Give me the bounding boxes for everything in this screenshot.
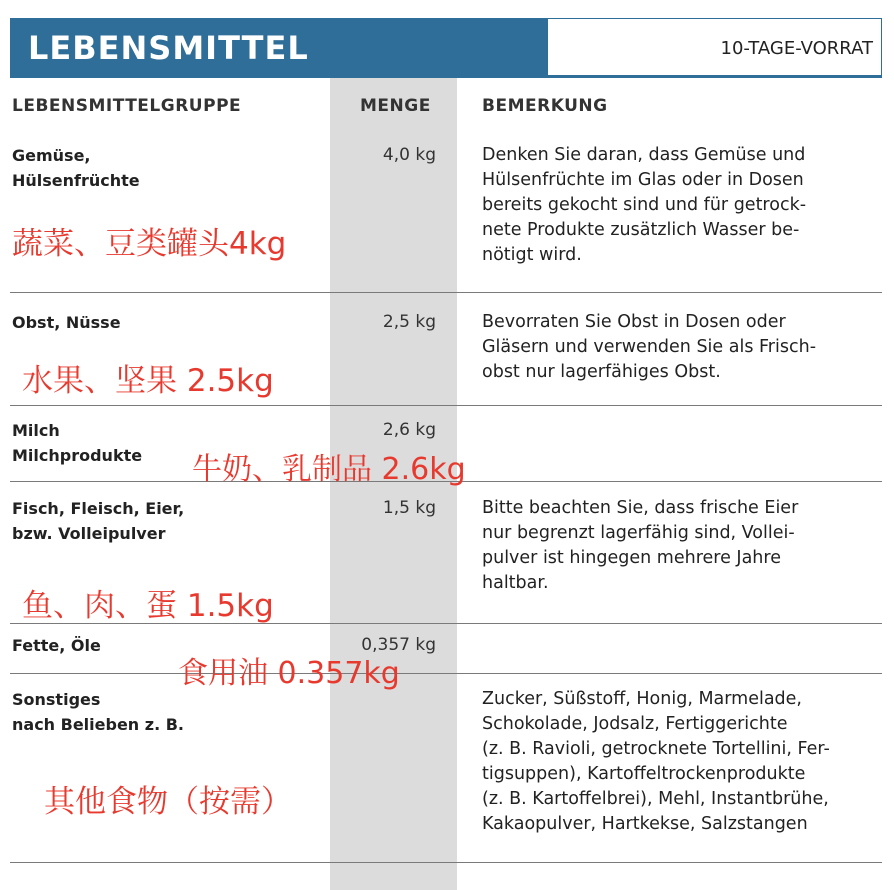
row-note-other: Zucker, Süßstoff, Honig, Marmelade, Schokolade, Jodsalz, Fertiggerichte (z. B. Ravioli, getrocknete Tortellini, Fer- tigsuppen), Kartoffeltrockenprodukte (z. B. Kartoffelbrei), Mehl, Instantbrühe, Kakaopulver, Hartkekse, Salzstangen: [482, 689, 830, 834]
row-note-fruit: Bevorraten Sie Obst in Dosen oder Gläsern und verwenden Sie als Frisch- obst nur lagerfähiges Obst.: [482, 312, 817, 382]
page-title: LEBENSMITTEL: [28, 29, 309, 67]
row-group-fruit: Obst, Nüsse: [12, 313, 121, 332]
row-qty-vegetables: 4,0 kg: [382, 145, 436, 165]
annotation-fruit: 水果、坚果 2.5kg: [22, 363, 274, 399]
row-group-protein: Fisch, Fleisch, Eier, bzw. Volleipulver: [12, 499, 185, 543]
annotation-vegetables: 蔬菜、豆类罐头4kg: [12, 226, 287, 262]
annotation-oils: 食用油 0.357kg: [178, 656, 400, 691]
table-header: [10, 18, 882, 78]
column-header-group: LEBENSMITTELGRUPPE: [12, 96, 242, 116]
row-group-oils: Fette, Öle: [12, 636, 101, 655]
row-group-dairy: Milch Milchprodukte: [12, 421, 143, 465]
row-group-vegetables: Gemüse, Hülsenfrüchte: [12, 146, 140, 190]
supply-period-badge: 10-TAGE-VORRAT: [720, 38, 873, 59]
annotation-other: 其他食物（按需）: [44, 784, 292, 820]
row-qty-fruit: 2,5 kg: [382, 312, 436, 332]
row-group-other: Sonstiges nach Belieben z. B.: [12, 690, 184, 734]
row-divider: [10, 673, 882, 674]
header-underline: [10, 75, 882, 78]
column-header-quantity: MENGE: [360, 96, 431, 116]
row-divider: [10, 292, 882, 293]
row-qty-dairy: 2,6 kg: [382, 420, 436, 440]
title-banner: [10, 18, 547, 78]
row-qty-oils: 0,357 kg: [361, 635, 436, 655]
annotation-protein: 鱼、肉、蛋 1.5kg: [22, 588, 274, 624]
row-note-vegetables: Denken Sie daran, dass Gemüse und Hülsenfrüchte im Glas oder in Dosen bereits gekocht sind und für getrock- nete Produkte zusätzlich Wasser be- nötigt wird.: [482, 145, 807, 265]
row-qty-protein: 1,5 kg: [382, 498, 436, 518]
row-divider: [10, 405, 882, 406]
column-header-note: BEMERKUNG: [482, 96, 608, 116]
annotation-dairy: 牛奶、乳制品 2.6kg: [192, 452, 466, 487]
row-divider: [10, 862, 882, 863]
badge-box: [547, 18, 882, 78]
row-note-protein: Bitte beachten Sie, dass frische Eier nur begrenzt lagerfähig sind, Vollei- pulver ist hingegen mehrere Jahre haltbar.: [482, 498, 799, 593]
